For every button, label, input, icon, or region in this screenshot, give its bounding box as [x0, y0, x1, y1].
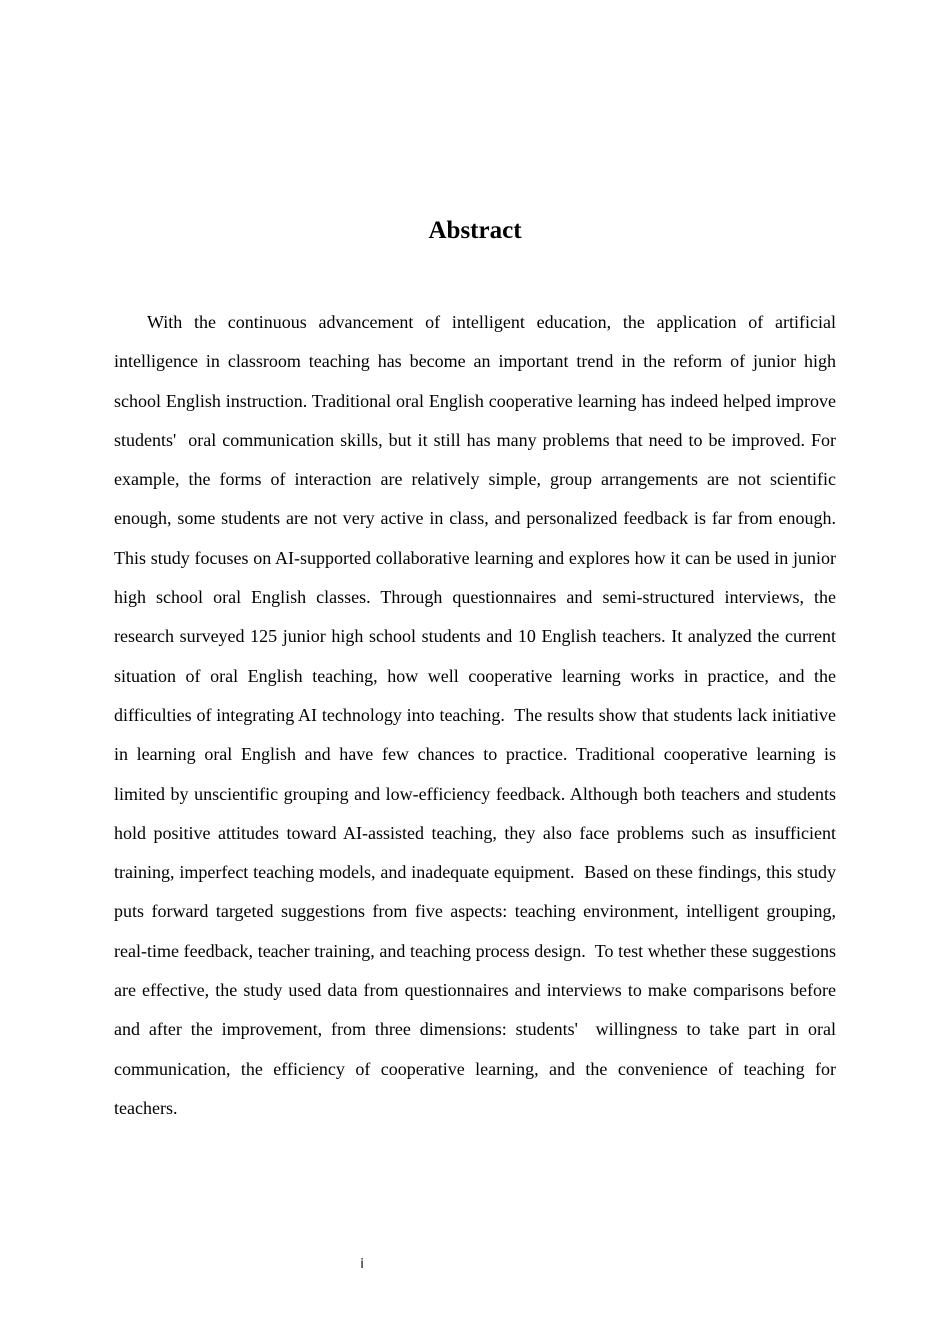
abstract-title: Abstract	[428, 217, 522, 244]
abstract-paragraph: With the continuous advancement of intelligent education, the application of artificial intelligence in classroom teaching has become an important trend in the reform of junior high school English instruction. Traditional oral English cooperative learning has indeed helped improve students' oral communication skills, but it still has many problems that need to be improved. For example, the forms of interaction are relatively simple, group arrangements are not scientific enough, some students are not very active in class, and personalized feedback is far from enough. This study focuses on AI-supported collaborative learning and explores how it can be used in junior high school oral English classes. Through questionnaires and semi-structured interviews, the research surveyed 125 junior high school students and 10 English teachers. It analyzed the current situation of oral English teaching, how well cooperative learning works in practice, and the difficulties of integrating AI technology into teaching. The results show that students lack initiative in learning oral English and have few chances to practice. Traditional cooperative learning is limited by unscientific grouping and low-efficiency feedback. Although both teachers and students hold positive attitudes toward AI-assisted teaching, they also face problems such as insufficient training, imperfect teaching models, and inadequate equipment. Based on these findings, this study puts forward targeted suggestions from five aspects: teaching environment, intelligent grouping, real-time feedback, teacher training, and teaching process design. To test whether these suggestions are effective, the study used data from questionnaires and interviews to make comparisons before and after the improvement, from three dimensions: students' willingness to take part in oral communication, the efficiency of cooperative learning, and the convenience of teaching for teachers.	[114, 312, 845, 1118]
page-number: i	[360, 1257, 364, 1272]
